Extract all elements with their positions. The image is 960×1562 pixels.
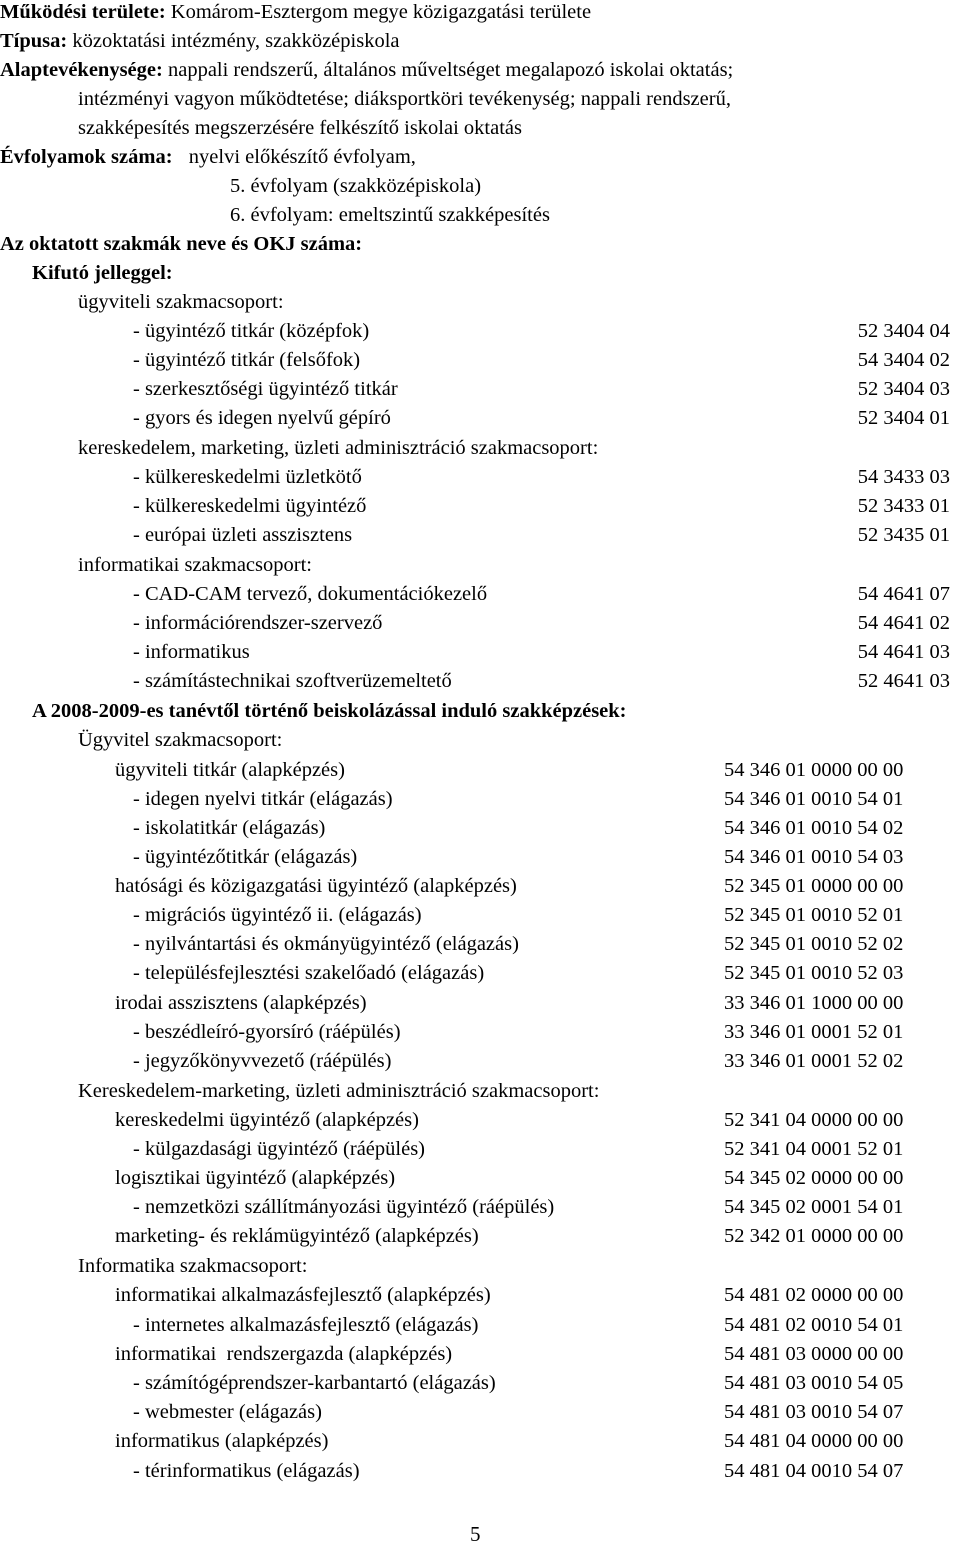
- group-title: Informatika szakmacsoport:: [78, 1255, 308, 1277]
- okj-code: 52 3433 01: [857, 495, 950, 517]
- list-item: - számítástechnikai szoftverüzemeltető: [133, 670, 452, 692]
- program-row: - migrációs ügyintéző ii. (elágazás): [133, 904, 422, 926]
- program-row: informatikai rendszergazda (alapképzés): [115, 1343, 453, 1365]
- okj-code: 54 346 01 0010 54 02: [724, 817, 904, 839]
- okj-code: 52 341 04 0000 00 00: [724, 1109, 904, 1131]
- list-item: - gyors és idegen nyelvű gépíró: [133, 407, 391, 429]
- okj-code: 54 481 03 0000 00 00: [724, 1343, 904, 1365]
- okj-code: 54 346 01 0000 00 00: [724, 759, 904, 781]
- activity-line: [0, 56, 733, 85]
- okj-code: 54 481 04 0010 54 07: [724, 1460, 904, 1482]
- program-row: - webmester (elágazás): [133, 1401, 322, 1423]
- group-title: Kereskedelem-marketing, üzleti adminisztráció szakmacsoport:: [78, 1080, 600, 1102]
- phasing-out-heading: Kifutó jelleggel:: [32, 262, 173, 284]
- group-title: ügyviteli szakmacsoport:: [78, 291, 284, 313]
- okj-code: 54 481 02 0010 54 01: [724, 1314, 904, 1336]
- program-row: informatikai alkalmazásfejlesztő (alapképzés): [115, 1284, 491, 1306]
- grades-line: [0, 143, 416, 172]
- program-row: - beszédleíró-gyorsíró (ráépülés): [133, 1021, 401, 1043]
- okj-code: 54 345 02 0001 54 01: [724, 1196, 904, 1218]
- program-row: - ügyintézőtitkár (elágazás): [133, 846, 358, 868]
- program-row: - jegyzőkönyvvezető (ráépülés): [133, 1050, 392, 1072]
- activity-value-2: intézményi vagyon működtetése; diáksportköri tevékenység; nappali rendszerű,: [78, 88, 731, 110]
- program-row: - internetes alkalmazásfejlesztő (elágazás): [133, 1314, 479, 1336]
- okj-heading: Az oktatott szakmák neve és OKJ száma:: [0, 233, 363, 255]
- okj-code: 52 345 01 0010 52 02: [724, 933, 904, 955]
- group-title: informatikai szakmacsoport:: [78, 554, 312, 576]
- program-row: kereskedelmi ügyintéző (alapképzés): [115, 1109, 419, 1131]
- group-title: Ügyvitel szakmacsoport:: [78, 729, 283, 751]
- list-item: - ügyintéző titkár (középfok): [133, 320, 370, 342]
- list-item: - CAD-CAM tervező, dokumentációkezelő: [133, 583, 488, 605]
- okj-code: 54 481 02 0000 00 00: [724, 1284, 904, 1306]
- okj-code: 52 345 01 0010 52 03: [724, 962, 904, 984]
- program-row: hatósági és közigazgatási ügyintéző (alapképzés): [115, 875, 517, 897]
- list-item: - információrendszer-szervező: [133, 612, 383, 634]
- program-row: - nemzetközi szállítmányozási ügyintéző (ráépülés): [133, 1196, 555, 1218]
- program-row: - nyilvántartási és okmányügyintéző (elágazás): [133, 933, 519, 955]
- type-value: közoktatási intézmény, szakközépiskola: [72, 30, 400, 52]
- okj-code: 54 4641 07: [857, 583, 950, 605]
- okj-code: 52 3404 04: [857, 320, 950, 342]
- okj-code: 54 481 03 0010 54 05: [724, 1372, 904, 1394]
- program-row: - számítógéprendszer-karbantartó (elágazás): [133, 1372, 496, 1394]
- area-line: [0, 0, 591, 27]
- program-row: - településfejlesztési szakelőadó (elágazás): [133, 962, 485, 984]
- area-value: Komárom-Esztergom megye közigazgatási területe: [170, 1, 592, 23]
- okj-code: 33 346 01 0001 52 02: [724, 1050, 904, 1072]
- okj-code: 54 4641 03: [857, 641, 950, 663]
- list-item: - európai üzleti asszisztens: [133, 524, 353, 546]
- list-item: - külkereskedelmi üzletkötő: [133, 466, 362, 488]
- program-row: marketing- és reklámügyintéző (alapképzés): [115, 1225, 479, 1247]
- program-row: - külgazdasági ügyintéző (ráépülés): [133, 1138, 426, 1160]
- page-number: 5: [470, 1522, 481, 1546]
- program-row: - térinformatikus (elágazás): [133, 1460, 360, 1482]
- grades-value-1: nyelvi előkészítő évfolyam,: [188, 146, 416, 168]
- okj-code: 52 345 01 0000 00 00: [724, 875, 904, 897]
- program-row: - idegen nyelvi titkár (elágazás): [133, 788, 393, 810]
- okj-code: 54 346 01 0010 54 01: [724, 788, 904, 810]
- type-label: Típusa:: [0, 30, 68, 52]
- okj-code: 54 4641 02: [857, 612, 950, 634]
- area-label: Működési területe:: [0, 1, 166, 23]
- okj-code: 54 481 03 0010 54 07: [724, 1401, 904, 1423]
- program-row: informatikus (alapképzés): [115, 1430, 329, 1452]
- program-row: ügyviteli titkár (alapképzés): [115, 759, 345, 781]
- okj-code: 52 342 01 0000 00 00: [724, 1225, 904, 1247]
- program-row: logisztikai ügyintéző (alapképzés): [115, 1167, 396, 1189]
- okj-code: 54 481 04 0000 00 00: [724, 1430, 904, 1452]
- list-item: - ügyintéző titkár (felsőfok): [133, 349, 361, 371]
- type-line: [0, 27, 400, 56]
- activity-value-3: szakképesítés megszerzésére felkészítő iskolai oktatás: [78, 117, 522, 139]
- activity-label: Alaptevékenysége:: [0, 59, 163, 81]
- okj-code: 52 3435 01: [857, 524, 950, 546]
- okj-code: 54 346 01 0010 54 03: [724, 846, 904, 868]
- program-row: irodai asszisztens (alapképzés): [115, 992, 367, 1014]
- list-item: - szerkesztőségi ügyintéző titkár: [133, 378, 398, 400]
- program-row: - iskolatitkár (elágazás): [133, 817, 326, 839]
- okj-code: 54 3433 03: [857, 466, 950, 488]
- activity-value-1: nappali rendszerű, általános műveltséget megalapozó iskolai oktatás;: [167, 59, 734, 81]
- list-item: - informatikus: [133, 641, 250, 663]
- okj-code: 54 345 02 0000 00 00: [724, 1167, 904, 1189]
- okj-code: 33 346 01 1000 00 00: [724, 992, 904, 1014]
- okj-code: 52 345 01 0010 52 01: [724, 904, 904, 926]
- okj-code: 54 3404 02: [857, 349, 950, 371]
- grades-value-3: 6. évfolyam: emeltszintű szakképesítés: [230, 204, 550, 226]
- list-item: - külkereskedelmi ügyintéző: [133, 495, 367, 517]
- okj-code: 52 3404 01: [857, 407, 950, 429]
- group-title: kereskedelem, marketing, üzleti adminisztráció szakmacsoport:: [78, 437, 599, 459]
- okj-code: 52 4641 03: [857, 670, 950, 692]
- okj-code: 52 3404 03: [857, 378, 950, 400]
- okj-code: 52 341 04 0001 52 01: [724, 1138, 904, 1160]
- new-programs-heading: A 2008-2009-es tanévtől történő beiskolázással induló szakképzések:: [32, 700, 627, 722]
- grades-label: Évfolyamok száma:: [0, 146, 173, 168]
- grades-value-2: 5. évfolyam (szakközépiskola): [230, 175, 482, 197]
- okj-code: 33 346 01 0001 52 01: [724, 1021, 904, 1043]
